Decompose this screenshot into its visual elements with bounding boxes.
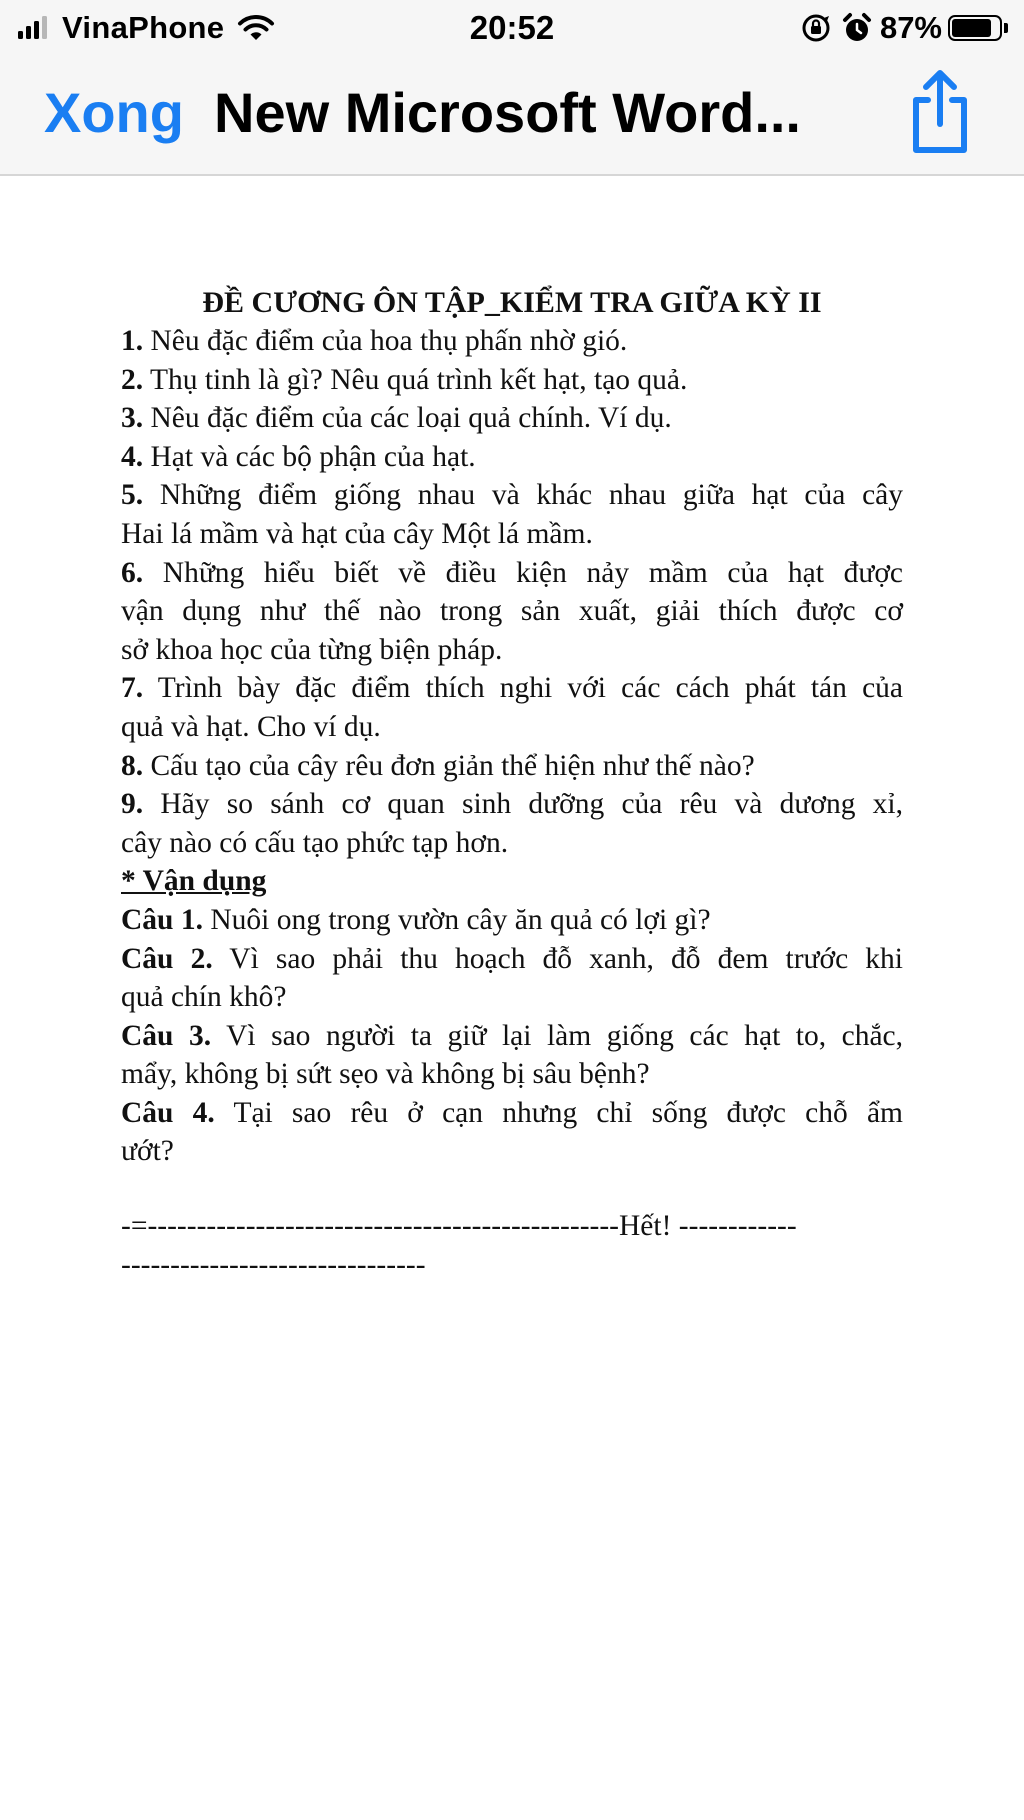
document-viewer[interactable]	[0, 176, 1024, 1820]
question-item-number: 2.	[121, 363, 144, 396]
question-item-number: 1.	[121, 325, 144, 357]
question-item-text: Những hiểu biết về điều kiện nảy mầm của hạt được	[162, 556, 904, 589]
carrier-name: VinaPhone	[62, 10, 225, 45]
applied-question-list	[121, 901, 903, 1171]
status-left	[18, 8, 276, 48]
wifi-icon	[236, 13, 276, 43]
doc-heading: ĐỀ CƯƠNG ÔN TẬP_KIỂM TRA GIỮA KỲ II	[202, 286, 822, 319]
question-item-text: Nêu đặc điểm của các loại quả chính. Ví dụ.	[150, 402, 672, 435]
nav-bar	[0, 56, 1024, 176]
question-item-number: 4.	[121, 440, 144, 473]
question-item-line	[121, 824, 903, 863]
end-marker	[121, 1207, 903, 1284]
status-bar	[0, 0, 1024, 56]
applied-question-text: Tại sao rêu ở cạn nhưng chỉ sống được chỗ ẩm	[233, 1096, 903, 1129]
done-button[interactable]: Xong	[44, 81, 184, 144]
signal-bar	[34, 21, 39, 39]
applied-question-number: Câu 2.	[121, 942, 213, 975]
question-item-line	[121, 515, 903, 554]
question-item-text: Hãy so sánh cơ quan sinh dưỡng của rêu và dương xỉ,	[160, 788, 903, 821]
applied-question-text: mẩy, không bị sứt sẹo và không bị sâu bệnh?	[121, 1058, 650, 1091]
document-page	[121, 284, 903, 1284]
section-heading: * Vận dụng	[121, 865, 267, 898]
end-line: -------------------------------	[121, 1248, 426, 1281]
question-item-line	[121, 592, 903, 631]
question-item-number: 8.	[121, 749, 144, 782]
applied-question-line	[121, 1132, 903, 1171]
question-item-text: vận dụng như thế nào trong sản xuất, giải thích được cơ	[121, 595, 903, 628]
applied-question-text: Nuôi ong trong vườn cây ăn quả có lợi gì?	[210, 903, 711, 936]
battery-percent: 87%	[879, 10, 942, 45]
signal-bar	[42, 16, 47, 39]
question-item-line	[121, 399, 903, 438]
applied-question-text: quả chín khô?	[121, 981, 287, 1014]
question-item-line	[121, 554, 903, 593]
question-list	[121, 322, 903, 862]
question-item-line	[121, 669, 903, 708]
applied-question-number: Câu 4.	[121, 1096, 215, 1129]
question-item-number: 9.	[121, 788, 144, 821]
end-line: -=------------------------------------------------Hết! ------------	[121, 1210, 797, 1243]
question-item-line	[121, 747, 903, 786]
status-right	[800, 8, 1008, 48]
battery-icon	[948, 15, 1002, 41]
question-item-text: Hạt và các bộ phận của hạt.	[150, 440, 476, 473]
status-time: 20:52	[469, 9, 555, 46]
battery-nub	[1004, 23, 1008, 33]
question-item-text: cây nào có cấu tạo phức tạp hơn.	[121, 826, 509, 859]
applied-question-text: Vì sao phải thu hoạch đỗ xanh, đỗ đem trước khi	[229, 942, 904, 975]
signal-icon	[18, 17, 50, 39]
alarm-icon	[840, 11, 874, 45]
question-item-text: sở khoa học của từng biện pháp.	[121, 633, 503, 666]
question-item-number: 5.	[121, 479, 144, 512]
applied-question-text: Vì sao người ta giữ lại làm giống các hạt to, chắc,	[226, 1019, 904, 1052]
question-item-number: 7.	[121, 672, 144, 705]
question-item-number: 3.	[121, 402, 144, 435]
question-item-text: Trình bày đặc điểm thích nghi với các cách phát tán của	[157, 672, 904, 705]
applied-question-line	[121, 1017, 903, 1056]
question-item-text: Thụ tinh là gì? Nêu quá trình kết hạt, tạo quả.	[149, 363, 688, 396]
applied-question-line	[121, 940, 903, 979]
applied-question-line	[121, 1055, 903, 1094]
question-item-text: Những điểm giống nhau và khác nhau giữa hạt của cây	[159, 479, 904, 512]
question-item-text: Nêu đặc điểm của hoa thụ phấn nhờ gió.	[150, 325, 628, 357]
signal-bar	[18, 31, 23, 39]
question-item-line	[121, 361, 903, 400]
document-title: New Microsoft Word...	[214, 81, 801, 144]
question-item-line	[121, 708, 903, 747]
question-item-line	[121, 438, 903, 477]
orientation-lock-icon	[800, 12, 832, 44]
signal-bar	[26, 26, 31, 39]
question-item-line	[121, 785, 903, 824]
question-item-number: 6.	[121, 556, 144, 589]
applied-question-line	[121, 901, 903, 940]
question-item-text: Hai lá mầm và hạt của cây Một lá mầm.	[121, 517, 593, 550]
question-item-line	[121, 476, 903, 515]
question-item-text: quả và hạt. Cho ví dụ.	[121, 710, 381, 743]
applied-question-number: Câu 1.	[121, 903, 203, 936]
question-item-line	[121, 322, 903, 361]
applied-question-text: ướt?	[121, 1135, 174, 1168]
question-item-text: Cấu tạo của cây rêu đơn giản thể hiện như thế nào?	[150, 749, 755, 782]
question-item-line	[121, 631, 903, 670]
applied-question-number: Câu 3.	[121, 1019, 212, 1052]
battery-level	[952, 19, 991, 37]
share-icon[interactable]	[900, 62, 980, 158]
applied-question-line	[121, 1094, 903, 1133]
applied-question-line	[121, 978, 903, 1017]
